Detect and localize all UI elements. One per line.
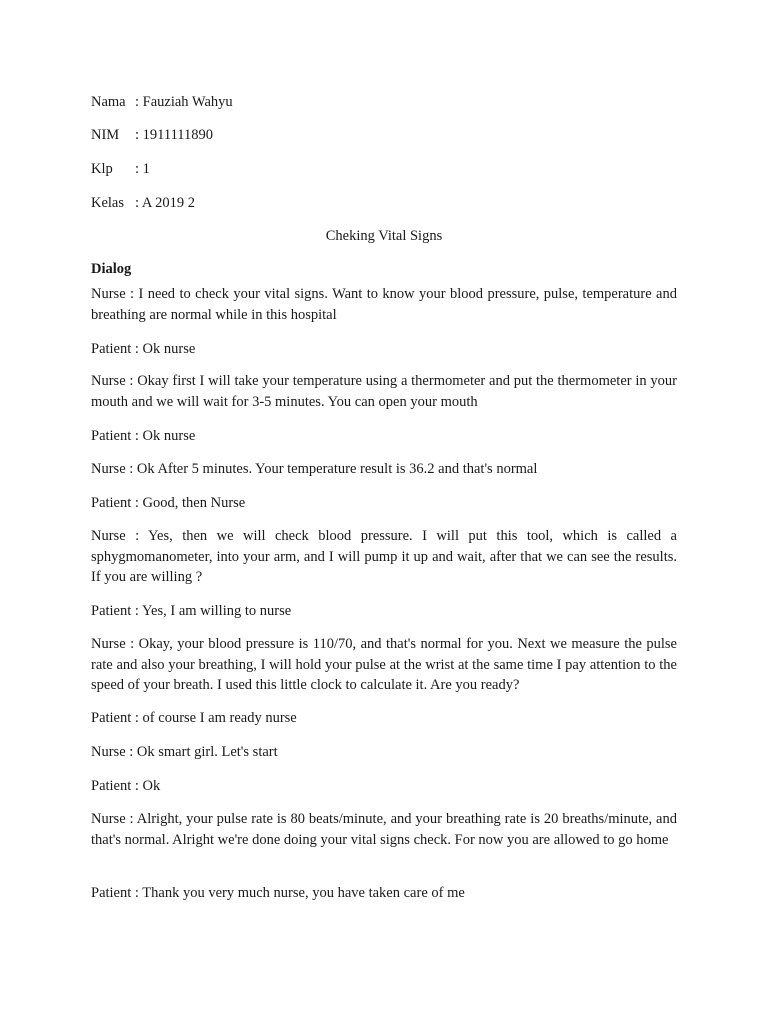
document-title: Cheking Vital Signs: [325, 228, 443, 244]
dialog-line: Nurse : Ok After 5 minutes. Your temperature result is 36.2 and that's normal: [91, 461, 538, 477]
kelas-label: Kelas: [91, 195, 125, 211]
nim-row: [91, 127, 213, 144]
dialog-line: Nurse : Yes, then we will check blood pressure. I will put this tool, which is called a sphygmomanometer, into your arm, and I will pump it up and wait, after that we can see the results. If you are willing ?: [91, 528, 677, 585]
dialog-line: Nurse : I need to check your vital signs. Want to know your blood pressure, pulse, temperature and breathing are normal while in this hospital: [91, 286, 677, 323]
dialog-line: Patient : Yes, I am willing to nurse: [91, 603, 292, 619]
dialog-line: Patient : of course I am ready nurse: [91, 710, 297, 726]
dialog-line: Patient : Ok nurse: [91, 428, 196, 444]
kelas-row: [91, 195, 195, 212]
klp-value: : 1: [135, 161, 150, 177]
dialog-line: Nurse : Ok smart girl. Let's start: [91, 744, 278, 760]
kelas-value: : A 2019 2: [135, 195, 196, 211]
dialog-line: Patient : Thank you very much nurse, you have taken care of me: [91, 885, 465, 901]
nama-value: : Fauziah Wahyu: [135, 94, 233, 110]
dialog-line: Nurse : Okay, your blood pressure is 110/70, and that's normal for you. Next we measure the pulse rate and also your breathing, I will hold your pulse at the wrist at the same time I pay attention to the speed of your breath. I used this little clock to calculate it. Are you ready?: [91, 636, 677, 693]
dialog-line: Nurse : Alright, your pulse rate is 80 beats/minute, and your breathing rate is 20 breaths/minute, and that's normal. Alright we're done doing your vital signs check. For now you are allowed to go home: [91, 811, 677, 848]
dialog-line: Patient : Ok: [91, 778, 161, 794]
nama-label: Nama: [91, 94, 126, 110]
dialog-line: Patient : Ok nurse: [91, 341, 196, 357]
nim-label: NIM: [91, 127, 120, 143]
nim-value: : 1911111890: [135, 127, 214, 143]
klp-row: [91, 161, 150, 178]
section-heading: Dialog: [91, 261, 132, 277]
klp-label: Klp: [91, 161, 113, 177]
dialog-line: Patient : Good, then Nurse: [91, 495, 246, 511]
nama-row: [91, 94, 233, 111]
dialog-line: Nurse : Okay first I will take your temperature using a thermometer and put the thermometer in your mouth and we will wait for 3-5 minutes. You can open your mouth: [91, 373, 677, 410]
